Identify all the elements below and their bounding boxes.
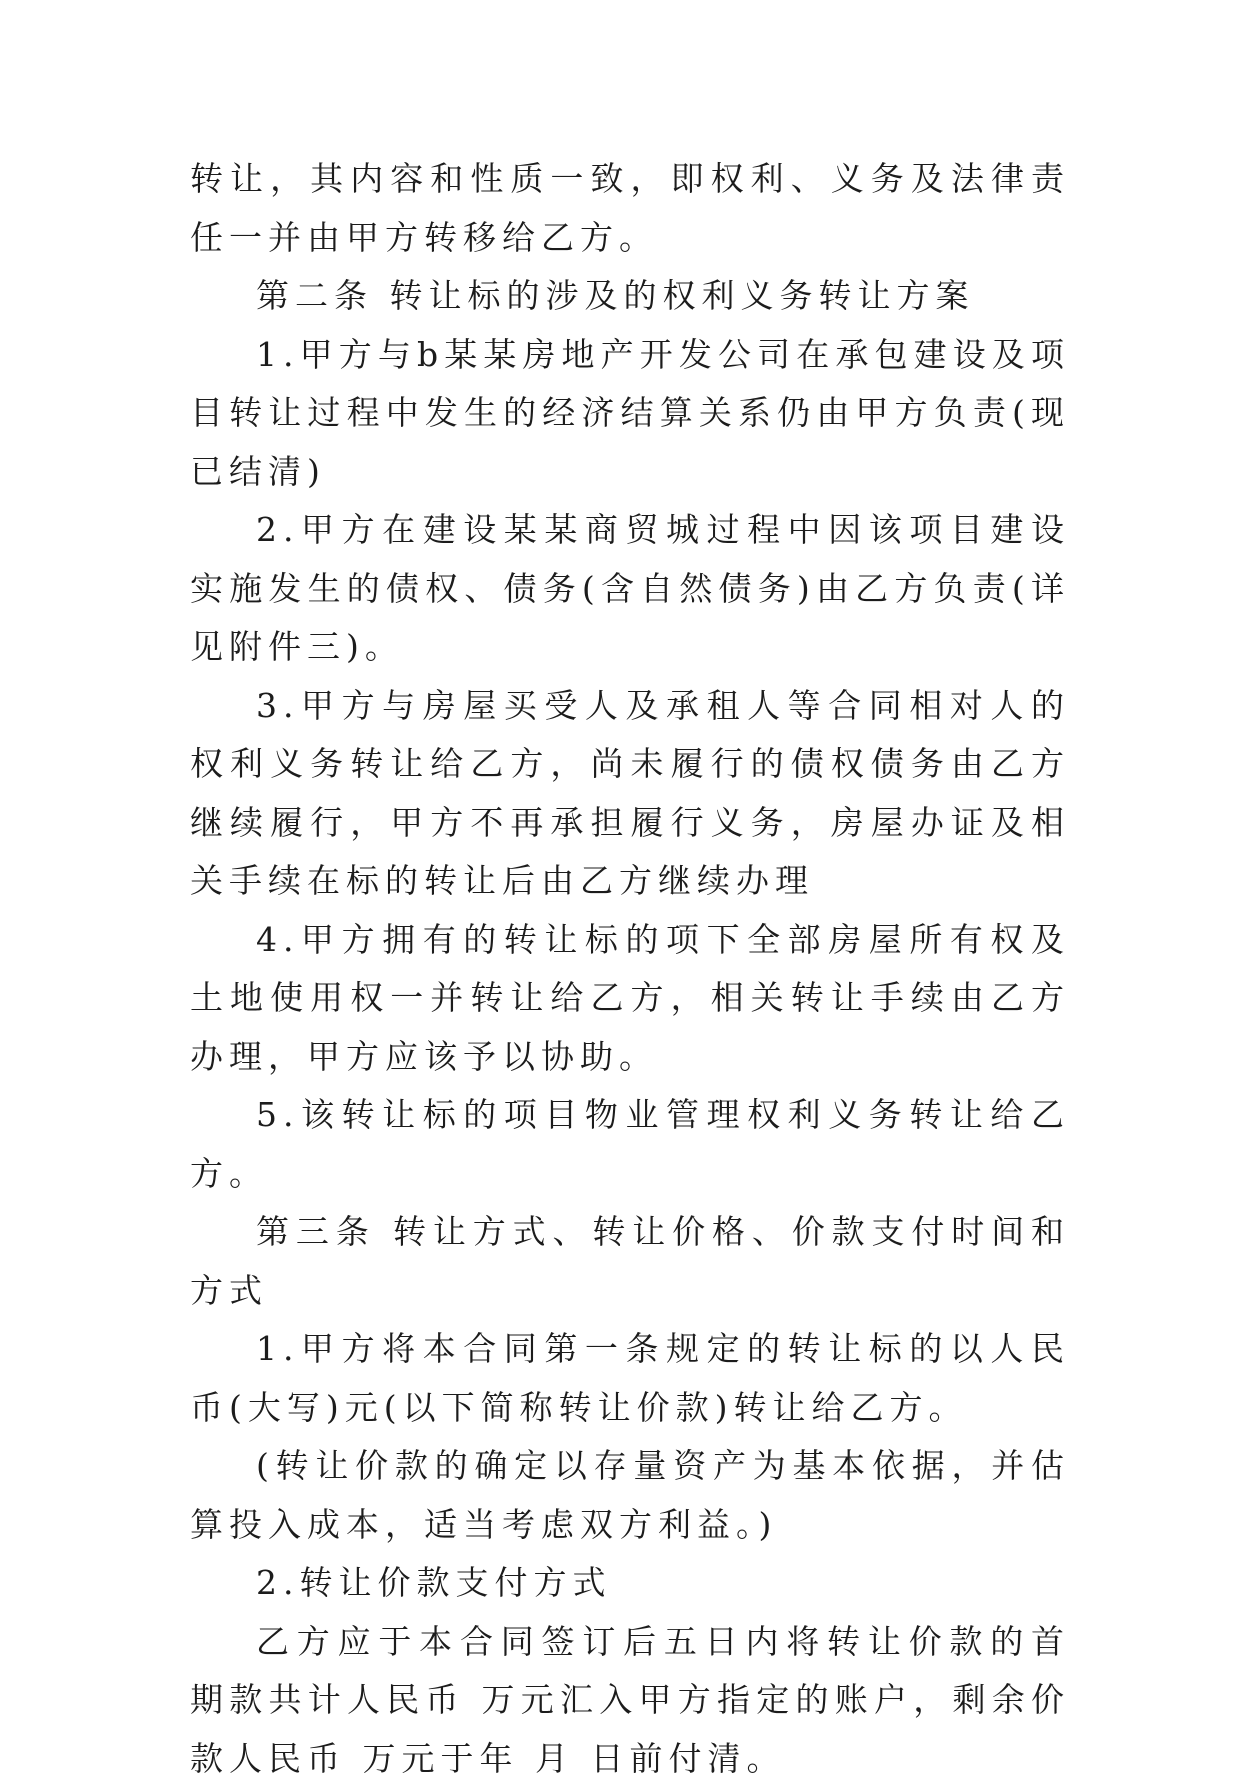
article-3-payment-terms: 乙方应于本合同签订后五日内将转让价款的首期款共计人民币 万元汇入甲方指定的账户，剩余价款人民币 万元于年 月 日前付清。	[190, 1613, 1070, 1788]
article-3-item-2: 2.转让价款支付方式	[190, 1554, 1070, 1613]
paragraph-continuation: 转让，其内容和性质一致，即权利、义务及法律责任一并由甲方转移给乙方。	[190, 150, 1070, 267]
article-3-heading: 第三条 转让方式、转让价格、价款支付时间和方式	[190, 1203, 1070, 1320]
article-2-item-3: 3.甲方与房屋买受人及承租人等合同相对人的权利义务转让给乙方，尚未履行的债权债务由乙方继续履行，甲方不再承担履行义务，房屋办证及相关手续在标的转让后由乙方继续办理	[190, 677, 1070, 911]
article-2-item-4: 4.甲方拥有的转让标的项下全部房屋所有权及土地使用权一并转让给乙方，相关转让手续由乙方办理，甲方应该予以协助。	[190, 911, 1070, 1087]
document-body	[190, 150, 1070, 1788]
article-3-item-1: 1.甲方将本合同第一条规定的转让标的以人民币(大写)元(以下简称转让价款)转让给乙方。	[190, 1320, 1070, 1437]
article-2-item-2: 2.甲方在建设某某商贸城过程中因该项目建设实施发生的债权、债务(含自然债务)由乙方负责(详见附件三)。	[190, 501, 1070, 677]
article-2-item-5: 5.该转让标的项目物业管理权利义务转让给乙方。	[190, 1086, 1070, 1203]
article-2-heading: 第二条 转让标的涉及的权利义务转让方案	[190, 267, 1070, 326]
article-3-note: (转让价款的确定以存量资产为基本依据，并估算投入成本，适当考虑双方利益。)	[190, 1437, 1070, 1554]
article-2-item-1: 1.甲方与b某某房地产开发公司在承包建设及项目转让过程中发生的经济结算关系仍由甲方负责(现已结清)	[190, 326, 1070, 502]
